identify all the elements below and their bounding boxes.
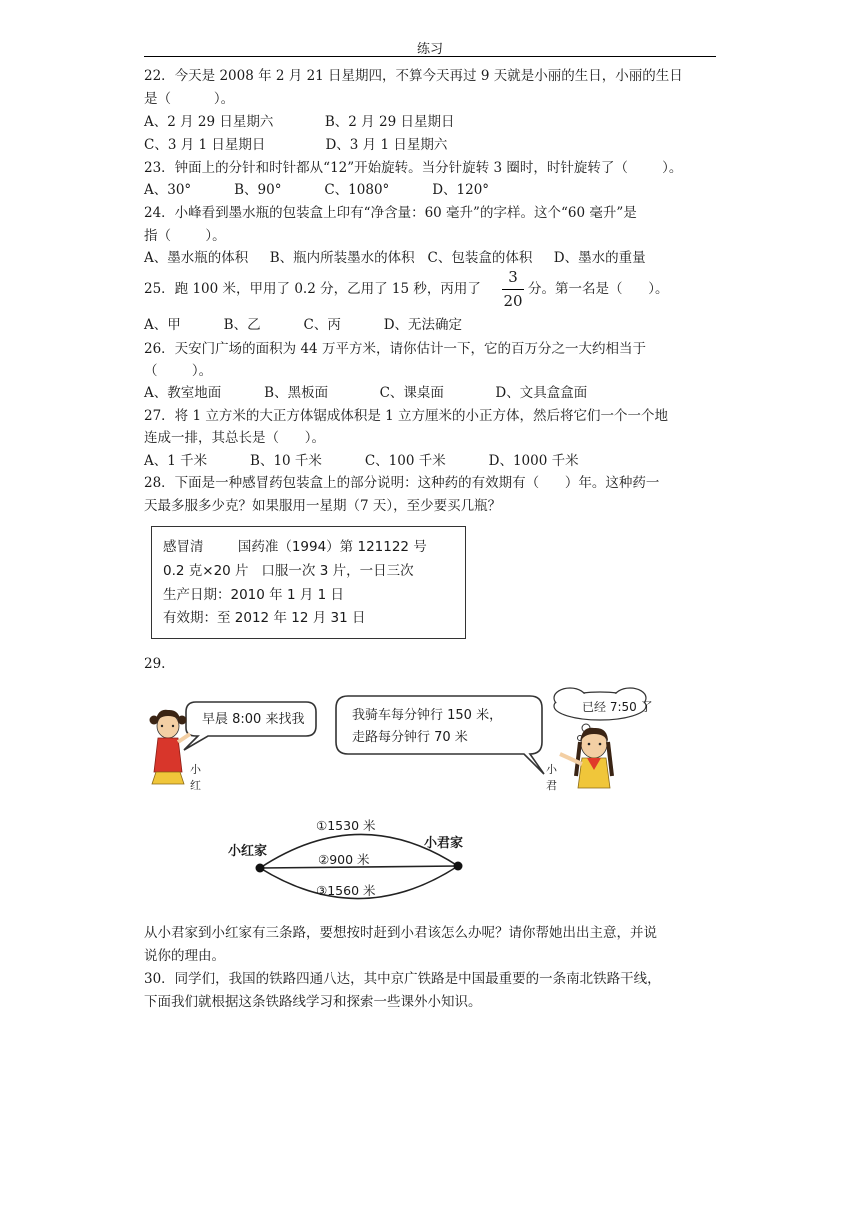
medicine-dosage: 0.2 克×20 片 口服一次 3 片，一日三次: [163, 563, 414, 579]
question-29-text-line-1: 从小君家到小红家有三条路，要想按时赶到小君该怎么办呢？请你帮她出出主意，并说: [144, 925, 657, 941]
xiaojun-figure: [560, 728, 612, 788]
medicine-name-approval: 感冒清 国药准（1994）第 121122 号: [163, 539, 427, 555]
question-23-line-1: 23．钟面上的分针和时针都从“12”开始旋转。当分针旋转 3 圈时，时针旋转了（ ）。: [144, 160, 683, 176]
question-22-options-ab: A、2 月 29 日星期六 B、2 月 29 日星期日: [144, 114, 455, 130]
route-1-label: ①1530 米: [316, 818, 376, 833]
fraction-bar: [502, 289, 524, 290]
thought-bubble-text: 已经 7:50 了: [582, 700, 653, 714]
xiaojun-name-2: 君: [546, 779, 557, 792]
medicine-label-box: [151, 526, 466, 639]
question-29-number: 29.: [144, 656, 166, 672]
xiaojun-home-label: 小君家: [424, 836, 464, 851]
question-24-line-2: 指（ ）。: [144, 228, 226, 244]
question-30-line-2: 下面我们就根据这条铁路线学习和探索一些课外小知识。: [144, 994, 482, 1010]
fraction-denominator: 20: [503, 292, 523, 310]
question-23-options: A、30° B、90° C、1080° D、120°: [144, 182, 490, 198]
question-24-options: A、墨水瓶的体积 B、瓶内所装墨水的体积 C、包装盒的体积 D、墨水的重量: [144, 250, 646, 266]
xiaohong-figure: [150, 710, 191, 784]
question-22-options-cd: C、3 月 1 日星期日 D、3 月 1 日星期六: [144, 137, 448, 153]
xiaojun-name-1: 小: [546, 763, 557, 776]
xiaojun-home-point: [454, 862, 463, 871]
question-30-line-1: 30．同学们，我国的铁路四通八达，其中京广铁路是中国最重要的一条南北铁路干线，: [144, 971, 661, 987]
xiaojun-speech-line-1: 我骑车每分钟行 150 米，: [352, 708, 503, 723]
question-27-line-2: 连成一排，其总长是（ ）。: [144, 430, 325, 446]
route-2-label: ②900 米: [318, 852, 370, 867]
xiaohong-home-point: [256, 864, 265, 873]
question-28-line-2: 天最多服多少克？如果服用一星期（7 天），至少要买几瓶？: [144, 498, 502, 514]
question-22-line-1: 22．今天是 2008 年 2 月 21 日星期四，不算今天再过 9 天就是小丽的生日，小丽的生日: [144, 68, 683, 84]
xiaohong-name-2: 红: [190, 779, 201, 792]
xiaojun-speech-line-2: 走路每分钟行 70 米: [352, 730, 468, 745]
question-26-line-2: （ ）。: [144, 363, 213, 379]
question-26-options: A、教室地面 B、黑板面 C、课桌面 D、文具盒盒面: [144, 385, 588, 401]
question-26-line-1: 26．天安门广场的面积为 44 万平方米，请你估计一下，它的百万分之一大约相当于: [144, 341, 646, 357]
page-header-title: 练习: [416, 42, 443, 57]
question-25-options: A、甲 B、乙 C、丙 D、无法确定: [144, 317, 463, 333]
fraction-numerator: 3: [508, 268, 518, 286]
question-27-options: A、1 千米 B、10 千米 C、100 千米 D、1000 千米: [144, 453, 579, 469]
medicine-production-date: 生产日期：2010 年 1 月 1 日: [163, 587, 344, 603]
medicine-expiry-date: 有效期：至 2012 年 12 月 31 日: [163, 610, 366, 626]
question-29-text-line-2: 说你的理由。: [144, 948, 225, 964]
question-22-line-2: 是（ ）。: [144, 91, 235, 107]
route-3-label: ③1560 米: [316, 883, 376, 898]
xiaohong-speech-text: 早晨 8:00 来找我: [202, 712, 305, 727]
header-divider: [144, 56, 716, 57]
question-25-text-after-fraction: 分。第一名是（ ）。: [528, 281, 669, 297]
question-27-line-1: 27．将 1 立方米的大正方体锯成体积是 1 立方厘米的小正方体，然后将它们一个一个地: [144, 408, 669, 424]
xiaohong-name-1: 小: [190, 763, 201, 776]
question-24-line-1: 24．小峰看到墨水瓶的包装盒上印有“净含量：60 毫升”的字样。这个“60 毫升”是: [144, 205, 637, 221]
xiaohong-home-label: 小红家: [228, 844, 268, 859]
question-25-text-before-fraction: 25．跑 100 米，甲用了 0.2 分，乙用了 15 秒，丙用了: [144, 281, 481, 297]
question-28-line-1: 28．下面是一种感冒药包装盒上的部分说明：这种药的有效期有（ ）年。这种药一: [144, 475, 660, 491]
